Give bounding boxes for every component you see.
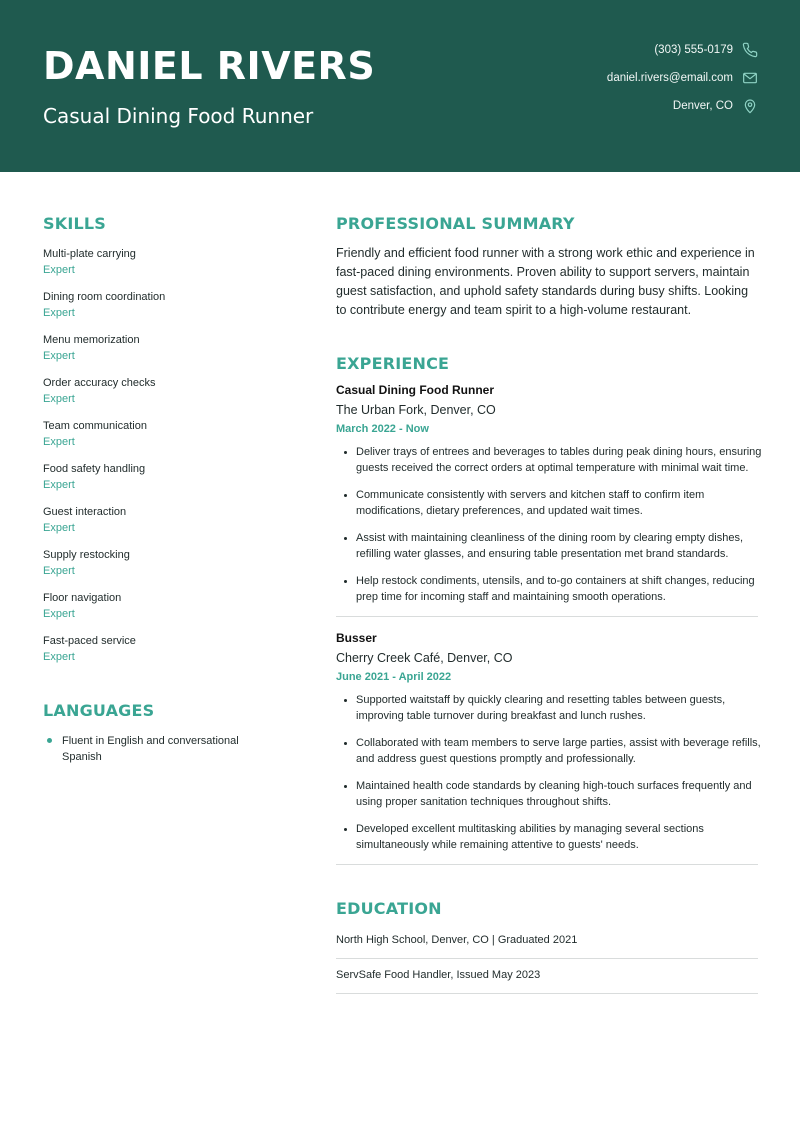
skill-name: Order accuracy checks: [43, 377, 156, 389]
job-bullets: [336, 692, 761, 853]
divider: [336, 616, 758, 617]
skill-level: Expert: [43, 436, 75, 448]
skills-list: [43, 246, 283, 665]
skill-item: [43, 289, 283, 321]
skill-name: Menu memorization: [43, 334, 140, 346]
skill-item: [43, 633, 283, 665]
job-company: The Urban Fork, Denver, CO: [336, 403, 496, 417]
skill-item: [43, 246, 283, 278]
summary-heading: PROFESSIONAL SUMMARY: [336, 214, 575, 233]
skills-heading: SKILLS: [43, 214, 106, 233]
candidate-name: DANIEL RIVERS: [43, 44, 376, 88]
contact-phone: [654, 42, 758, 58]
job-title: Busser: [336, 631, 377, 645]
skill-level: Expert: [43, 350, 75, 362]
languages-heading: LANGUAGES: [43, 701, 155, 720]
email-text[interactable]: daniel.rivers@email.com: [606, 72, 733, 84]
job-dates: March 2022 - Now: [336, 423, 429, 435]
resume-header: [0, 0, 800, 172]
job-title: Casual Dining Food Runner: [336, 383, 494, 397]
education-item: ServSafe Food Handler, Issued May 2023: [336, 959, 758, 994]
education-heading: EDUCATION: [336, 899, 442, 918]
job-bullet: Developed excellent multitasking abilities by managing several sections simultaneously while remaining attentive to guests' needs.: [336, 821, 768, 853]
job-dates: June 2021 - April 2022: [336, 671, 452, 683]
skill-item: [43, 590, 283, 622]
location-text: Denver, CO: [672, 100, 733, 112]
skill-name: Supply restocking: [43, 549, 130, 561]
left-column: [43, 214, 283, 781]
job-company: Cherry Creek Café, Denver, CO: [336, 651, 513, 665]
education-list: [336, 924, 758, 994]
mail-icon: [742, 70, 758, 86]
education-item: North High School, Denver, CO | Graduated 2021: [336, 924, 758, 959]
job-bullet: Deliver trays of entrees and beverages to tables during peak dining hours, ensuring guests received the correct orders at optimal temperature with minimal wait time.: [336, 444, 768, 476]
job-bullets: [336, 444, 762, 605]
experience-heading: EXPERIENCE: [336, 354, 450, 373]
skill-name: Multi-plate carrying: [43, 248, 136, 260]
skill-item: [43, 375, 283, 407]
job-bullet: Collaborated with team members to serve large parties, assist with beverage refills, and address guest questions promptly and professionally.: [336, 735, 768, 767]
contact-location: [673, 98, 758, 114]
skill-item: [43, 332, 283, 364]
skill-item: [43, 461, 283, 493]
skill-level: Expert: [43, 608, 75, 620]
skill-item: [43, 547, 283, 579]
skill-name: Food safety handling: [43, 463, 146, 475]
skill-level: Expert: [43, 565, 75, 577]
summary-text: Friendly and efficient food runner with a strong work ethic and experience in fast-paced dining environments. Proven ability to support servers, maintain guest satisfaction, and uphold safety standards during busy shifts. Looking to contribute energy and team spirit to a high-volume restaurant.: [336, 246, 755, 317]
language-item: Fluent in English and conversational Spanish: [43, 733, 262, 765]
skill-level: Expert: [43, 479, 75, 491]
job-bullet: Assist with maintaining cleanliness of the dining room by clearing empty dishes, refilling water glasses, and ensuring table presentation met brand standards.: [336, 530, 768, 562]
location-pin-icon: [742, 98, 758, 114]
job-title-heading: Casual Dining Food Runner: [43, 104, 314, 128]
skill-level: Expert: [43, 522, 75, 534]
job-bullet: Help restock condiments, utensils, and to-go containers at shift changes, reducing prep time for incoming staff and maintaining smooth operations.: [336, 573, 768, 605]
phone-icon: [742, 42, 758, 58]
job-entry: [336, 383, 762, 617]
skill-name: Floor navigation: [43, 592, 122, 604]
skill-name: Fast-paced service: [43, 635, 136, 647]
skill-name: Dining room coordination: [43, 291, 166, 303]
contact-email: [607, 70, 758, 86]
skill-item: [43, 418, 283, 450]
right-column: [336, 214, 762, 994]
skill-name: Guest interaction: [43, 506, 127, 518]
job-bullet: Communicate consistently with servers and kitchen staff to confirm item modifications, dietary preferences, and updated wait times.: [336, 487, 768, 519]
skill-item: [43, 504, 283, 536]
skill-level: Expert: [43, 393, 75, 405]
skill-level: Expert: [43, 651, 75, 663]
skill-name: Team communication: [43, 420, 147, 432]
skill-level: Expert: [43, 264, 75, 276]
languages-list: [43, 733, 283, 765]
phone-text: (303) 555-0179: [654, 44, 733, 56]
job-bullet: Supported waitstaff by quickly clearing and resetting tables between guests, improving table turnover during breakfast and lunch rushes.: [336, 692, 768, 724]
divider: [336, 864, 758, 865]
job-entry: [336, 631, 761, 865]
skill-level: Expert: [43, 307, 75, 319]
job-bullet: Maintained health code standards by cleaning high-touch surfaces frequently and using proper sanitation techniques throughout shifts.: [336, 778, 768, 810]
